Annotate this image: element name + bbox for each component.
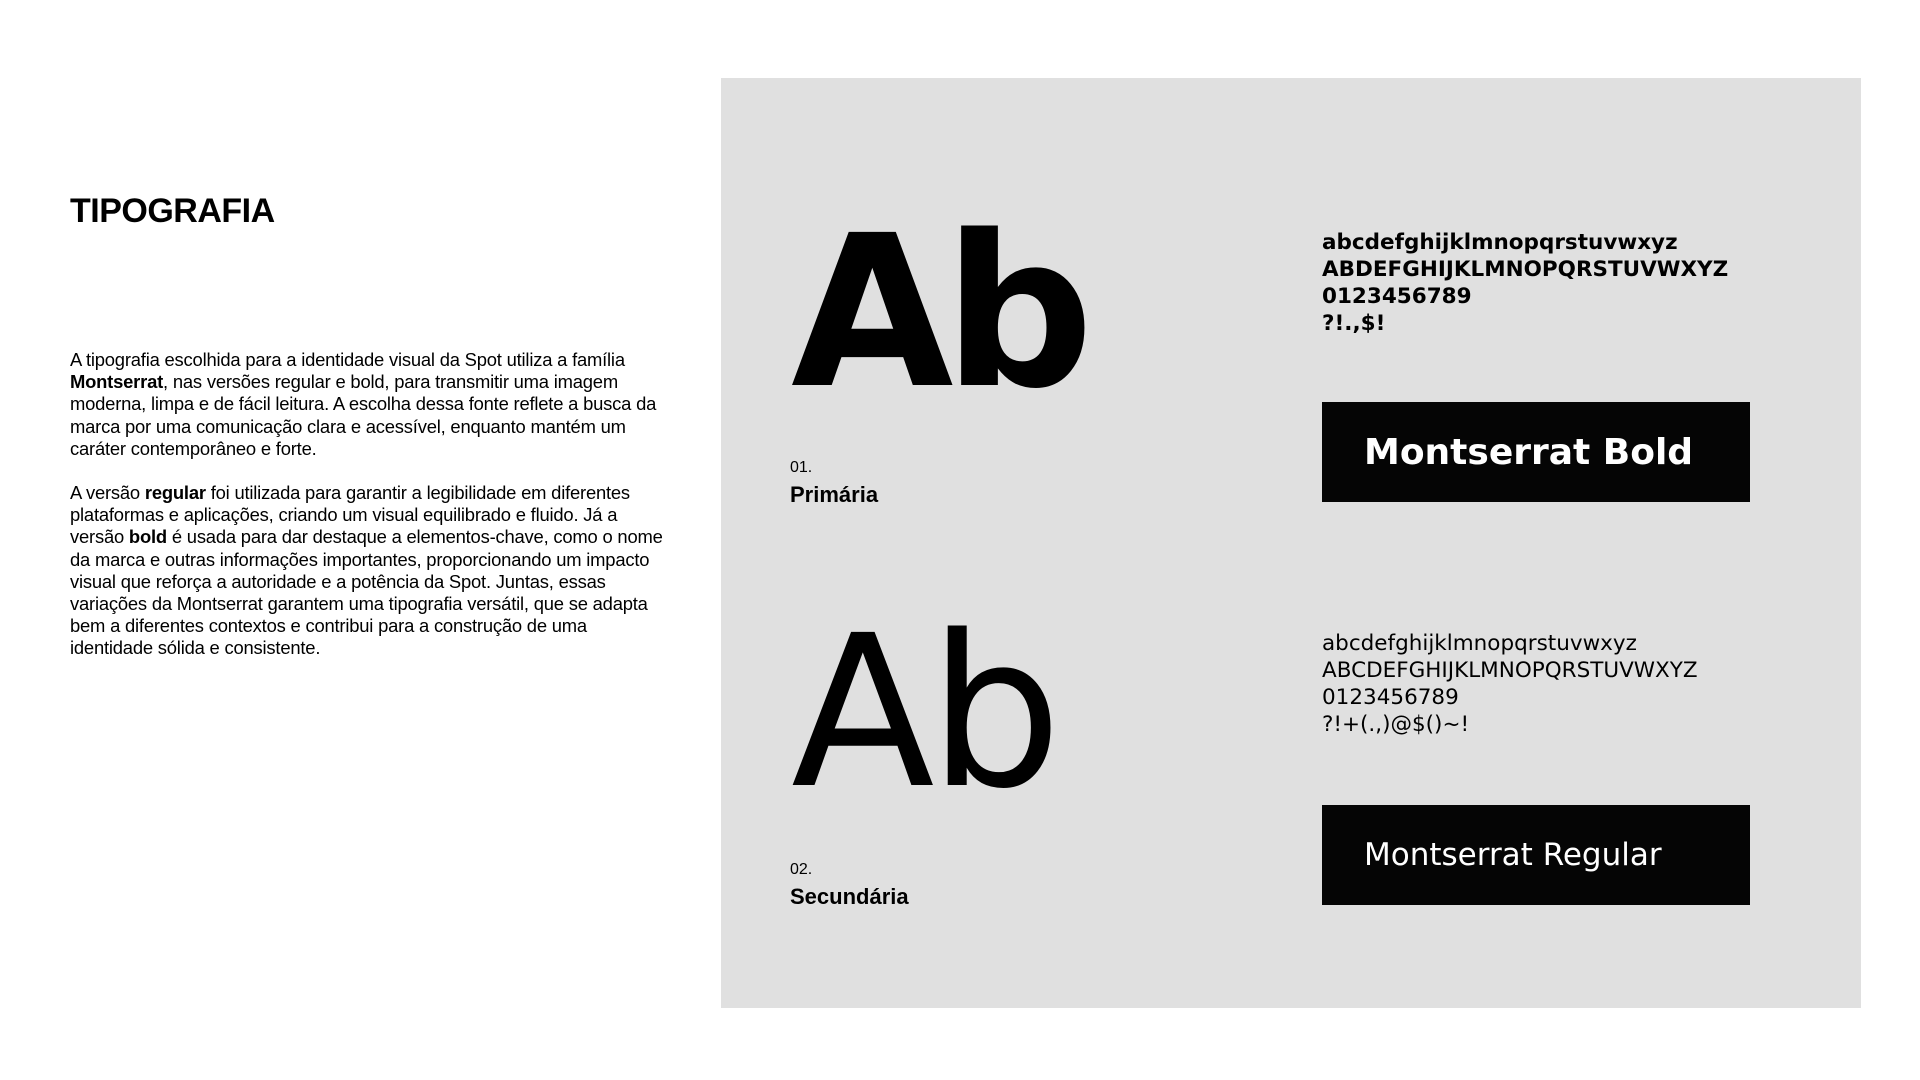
secondary-glyph-set xyxy=(1322,630,1698,738)
typography-panel xyxy=(721,78,1861,1008)
primary-role-label: Primária xyxy=(790,482,879,507)
secondary-glyph-symbols: ?!+(.,)@$()~! xyxy=(1322,712,1470,737)
intro-text xyxy=(70,349,670,682)
page-title: TIPOGRAFIA xyxy=(70,192,275,230)
primary-glyph-set xyxy=(1322,229,1728,337)
intro-p1-text-1: A tipografia escolhida para a identidade visual da Spot utiliza a família xyxy=(70,349,625,370)
secondary-role-label: Secundária xyxy=(790,884,909,909)
secondary-glyph-digits: 0123456789 xyxy=(1322,685,1459,710)
primary-glyph-symbols: ?!.,$! xyxy=(1322,311,1386,336)
intro-paragraph-2 xyxy=(70,482,670,660)
secondary-glyph-uppercase: ABCDEFGHIJKLMNOPQRSTUVWXYZ xyxy=(1322,658,1698,683)
intro-p2-text-3: é usada para dar destaque a elementos-chave, como o nome da marca e outras informações importantes, proporcionando um impacto visual que reforça a autoridade e a potência da Spot. Juntas, essas variações da Montserrat garantem uma tipografia versátil, que se adapta bem a diferentes contextos e contribui para a construção de uma identidade sólida e consistente. xyxy=(70,526,663,659)
intro-p2-text-1: A versão xyxy=(70,482,145,504)
secondary-glyph-lowercase: abcdefghijklmnopqrstuvwxyz xyxy=(1322,631,1637,656)
intro-p2-text-2: foi utilizada para garantir a legibilidade em diferentes plataformas e aplicações, criando um visual equilibrado e fluido. Já a versão xyxy=(70,482,630,548)
secondary-font-name: Montserrat Regular xyxy=(1364,837,1662,873)
primary-font-name-box xyxy=(1322,402,1750,502)
primary-number: 01. xyxy=(790,459,813,476)
intro-p2-bold-bold: bold xyxy=(128,526,167,548)
primary-glyph-digits: 0123456789 xyxy=(1322,284,1472,309)
intro-p2-bold-regular: regular xyxy=(144,482,206,504)
secondary-font-name-box xyxy=(1322,805,1750,905)
intro-paragraph-1 xyxy=(70,349,670,460)
primary-specimen: Ab xyxy=(791,190,1084,435)
primary-glyph-lowercase: abcdefghijklmnopqrstuvwxyz xyxy=(1322,230,1678,255)
primary-font-name: Montserrat Bold xyxy=(1364,431,1694,473)
primary-glyph-uppercase: ABDEFGHIJKLMNOPQRSTUVWXYZ xyxy=(1322,257,1729,282)
secondary-number: 02. xyxy=(790,861,813,878)
secondary-specimen: Ab xyxy=(791,590,1056,835)
intro-p1-text-2: , nas versões regular e bold, para transmitir uma imagem moderna, limpa e de fácil leitura. A escolha dessa fonte reflete a busca da marca por uma comunicação clara e acessível, enquanto mantém um caráter contemporâneo e forte. xyxy=(70,371,657,459)
intro-p1-bold-montserrat: Montserrat xyxy=(70,371,164,393)
